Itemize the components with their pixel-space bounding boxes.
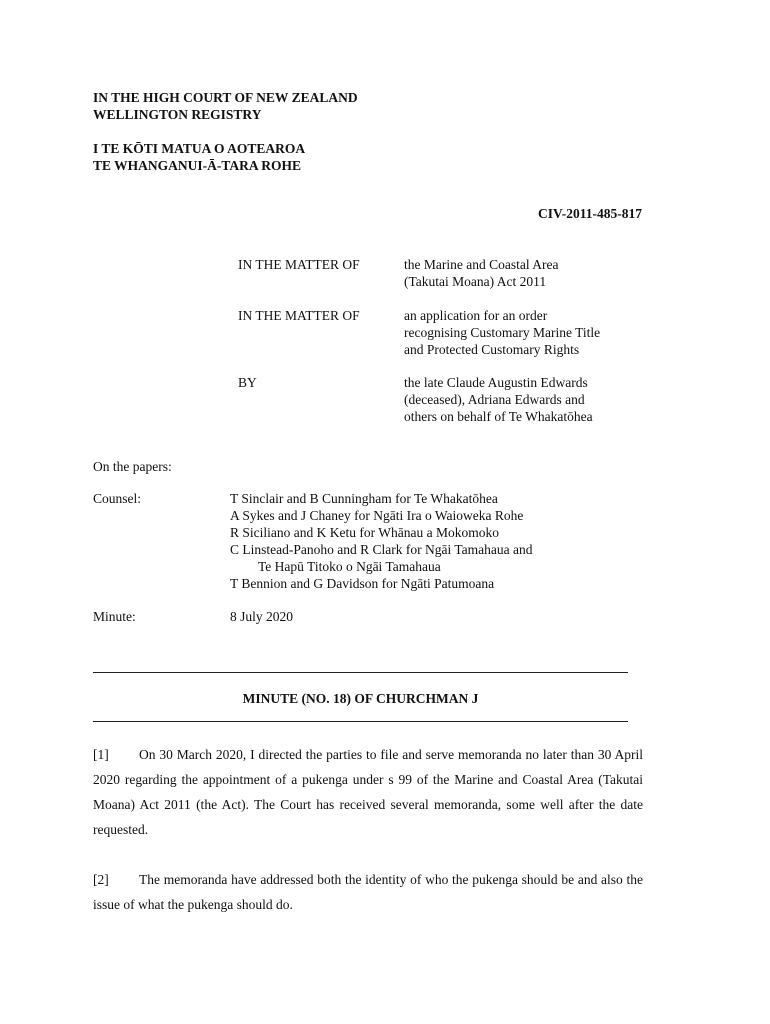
paragraph-number: [2] [93, 872, 109, 887]
counsel-line: T Sinclair and B Cunningham for Te Whakatōhea [230, 491, 498, 506]
matter-text-line: recognising Customary Marine Title [404, 325, 601, 340]
matter-text-1 [404, 256, 644, 290]
counsel-line: Te Hapū Titoko o Ngāi Tamahaua [258, 559, 441, 574]
paragraph-text: The memoranda have addressed both the identity of who the pukenga should be and also the issue of what the pukenga should do. [93, 872, 643, 912]
matter-text-2 [404, 307, 644, 358]
paragraph-2 [93, 867, 643, 917]
file-number: CIV-2011-485-817 [538, 206, 642, 221]
matter-text-line: an application for an order [404, 308, 548, 323]
matter-text-line: and Protected Customary Rights [404, 342, 580, 357]
bottom-divider [93, 721, 628, 722]
minute-heading: MINUTE (NO. 18) OF CHURCHMAN J [242, 691, 479, 706]
matter-text-line: (Takutai Moana) Act 2011 [404, 274, 547, 289]
matter-text-line: others on behalf of Te Whakatōhea [404, 409, 593, 424]
matter-text-line: the Marine and Coastal Area [404, 257, 559, 272]
minute-label: Minute: [93, 609, 136, 624]
on-the-papers-label: On the papers: [93, 459, 172, 474]
counsel-line: R Siciliano and K Ketu for Whānau a Mokomoko [230, 525, 499, 540]
matter-text-line: (deceased), Adriana Edwards and [404, 392, 585, 407]
matter-label-2: IN THE MATTER OF [238, 308, 360, 323]
counsel-line: C Linstead-Panoho and R Clark for Ngāi Tamahaua and [230, 542, 533, 557]
registry-name: WELLINGTON REGISTRY [93, 107, 262, 122]
counsel-list [230, 490, 532, 592]
counsel-line: A Sykes and J Chaney for Ngāti Ira o Waioweka Rohe [230, 508, 524, 523]
paragraph-1 [93, 742, 643, 842]
minute-date: 8 July 2020 [230, 609, 294, 624]
matter-text-line: the late Claude Augustin Edwards [404, 375, 588, 390]
paragraph-text: On 30 March 2020, I directed the parties to file and serve memoranda no later than 30 April 2020 regarding the appointment of a pukenga under s 99 of the Marine and Coastal Area (Takutai Moana) Act 2011 (the Act). The Court has received several memoranda, some well after the date requested. [93, 747, 643, 837]
matter-label-1: IN THE MATTER OF [238, 257, 360, 272]
matter-text-3 [404, 374, 644, 425]
court-heading [93, 89, 358, 174]
matter-label-3: BY [238, 375, 257, 390]
counsel-line: T Bennion and G Davidson for Ngāti Patumoana [230, 576, 495, 591]
counsel-label: Counsel: [93, 491, 142, 506]
court-name-maori: I TE KŌTI MATUA O AOTEAROA [93, 141, 306, 156]
registry-name-maori: TE WHANGANUI-Ā-TARA ROHE [93, 158, 302, 173]
court-name: IN THE HIGH COURT OF NEW ZEALAND [93, 90, 358, 105]
top-divider [93, 672, 628, 673]
paragraph-number: [1] [93, 747, 109, 762]
